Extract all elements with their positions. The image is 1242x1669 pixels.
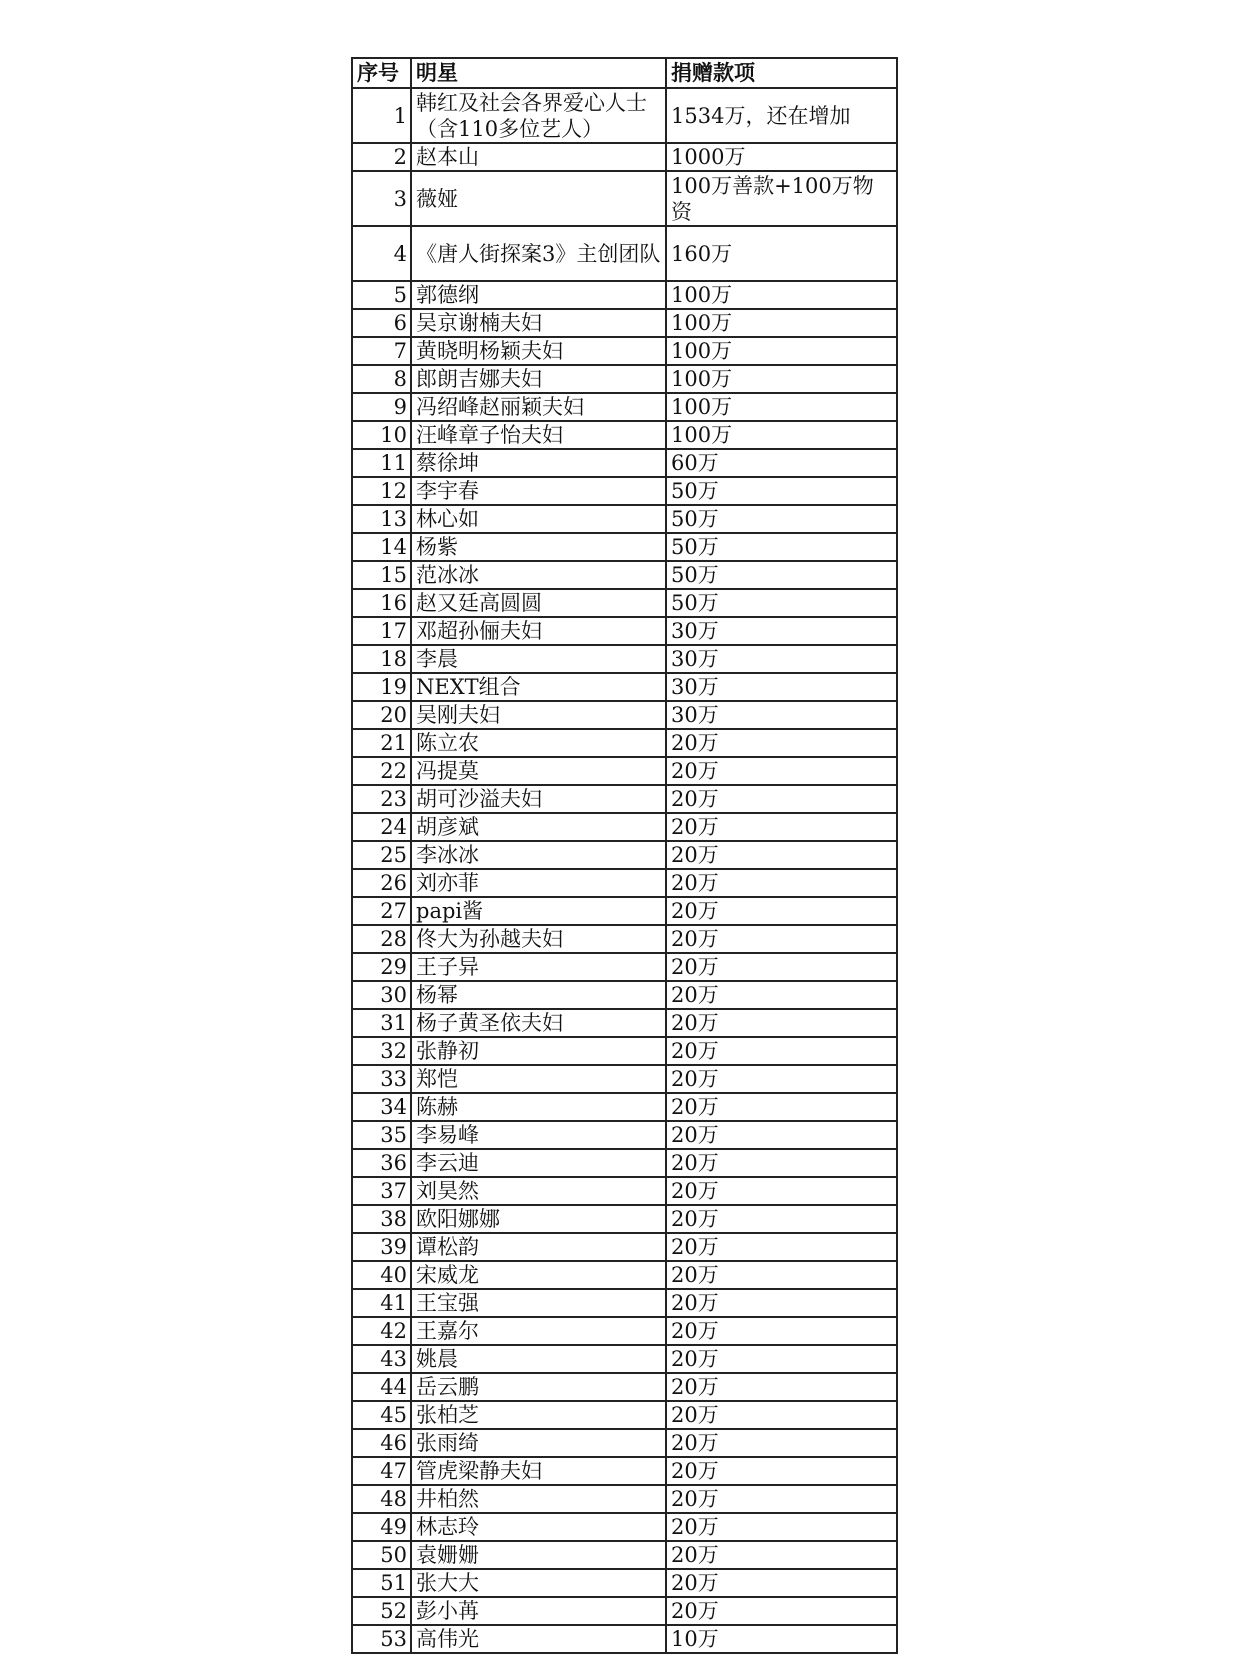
row-index-cell: 28 <box>352 925 411 953</box>
celebrity-cell: 井柏然 <box>411 1485 666 1513</box>
row-index-cell: 48 <box>352 1485 411 1513</box>
donation-cell: 10万 <box>666 1625 897 1653</box>
donation-cell: 20万 <box>666 1569 897 1597</box>
donation-cell: 20万 <box>666 1345 897 1373</box>
table-row <box>352 309 897 337</box>
row-index-cell: 41 <box>352 1289 411 1317</box>
celebrity-cell: 赵本山 <box>411 143 666 171</box>
row-index-cell: 6 <box>352 309 411 337</box>
celebrity-cell: 姚晨 <box>411 1345 666 1373</box>
celebrity-cell: 林心如 <box>411 505 666 533</box>
celebrity-cell: 郭德纲 <box>411 281 666 309</box>
row-index-cell: 13 <box>352 505 411 533</box>
celebrity-cell: 黄晓明杨颖夫妇 <box>411 337 666 365</box>
table-row <box>352 1205 897 1233</box>
row-index-cell: 26 <box>352 869 411 897</box>
table-row <box>352 1233 897 1261</box>
celebrity-cell: 邓超孙俪夫妇 <box>411 617 666 645</box>
celebrity-cell: 张大大 <box>411 1569 666 1597</box>
celebrity-cell: 杨子黄圣依夫妇 <box>411 1009 666 1037</box>
celebrity-cell: 高伟光 <box>411 1625 666 1653</box>
donation-cell: 160万 <box>666 226 897 281</box>
donation-cell: 20万 <box>666 1373 897 1401</box>
celebrity-cell: 郑恺 <box>411 1065 666 1093</box>
table-row <box>352 1513 897 1541</box>
celebrity-cell: 杨幂 <box>411 981 666 1009</box>
celebrity-cell: 郎朗吉娜夫妇 <box>411 365 666 393</box>
table-header-row <box>352 58 897 88</box>
donation-cell: 30万 <box>666 617 897 645</box>
row-index-cell: 38 <box>352 1205 411 1233</box>
celebrity-cell: 张雨绮 <box>411 1429 666 1457</box>
donation-cell: 20万 <box>666 1149 897 1177</box>
donation-cell: 20万 <box>666 953 897 981</box>
donation-cell: 20万 <box>666 785 897 813</box>
donation-cell: 100万 <box>666 337 897 365</box>
donation-cell: 20万 <box>666 925 897 953</box>
celebrity-cell: 韩红及社会各界爱心人士（含110多位艺人） <box>411 88 666 143</box>
row-index-cell: 12 <box>352 477 411 505</box>
celebrity-cell: 吴京谢楠夫妇 <box>411 309 666 337</box>
donation-cell: 20万 <box>666 1009 897 1037</box>
table-row <box>352 1401 897 1429</box>
table-row <box>352 1317 897 1345</box>
row-index-cell: 14 <box>352 533 411 561</box>
donation-cell: 20万 <box>666 1037 897 1065</box>
table-row <box>352 1037 897 1065</box>
donation-cell: 20万 <box>666 1485 897 1513</box>
donation-cell: 50万 <box>666 561 897 589</box>
table-row <box>352 1373 897 1401</box>
donation-cell: 20万 <box>666 897 897 925</box>
donation-cell: 100万 <box>666 365 897 393</box>
row-index-cell: 46 <box>352 1429 411 1457</box>
celebrity-cell: 冯绍峰赵丽颖夫妇 <box>411 393 666 421</box>
celebrity-cell: 吴刚夫妇 <box>411 701 666 729</box>
table-row <box>352 1485 897 1513</box>
row-index-cell: 44 <box>352 1373 411 1401</box>
table-row <box>352 505 897 533</box>
donation-cell: 20万 <box>666 1457 897 1485</box>
donation-cell: 20万 <box>666 1233 897 1261</box>
celebrity-cell: 张柏芝 <box>411 1401 666 1429</box>
table-row <box>352 729 897 757</box>
row-index-cell: 20 <box>352 701 411 729</box>
celebrity-cell: 《唐人街探案3》主创团队 <box>411 226 666 281</box>
row-index-cell: 2 <box>352 143 411 171</box>
donation-cell: 50万 <box>666 589 897 617</box>
celebrity-cell: 欧阳娜娜 <box>411 1205 666 1233</box>
row-index-cell: 36 <box>352 1149 411 1177</box>
donation-cell: 20万 <box>666 1093 897 1121</box>
donation-cell: 100万 <box>666 309 897 337</box>
celebrity-cell: 刘亦菲 <box>411 869 666 897</box>
donation-cell: 20万 <box>666 729 897 757</box>
table-row <box>352 1569 897 1597</box>
table-row <box>352 561 897 589</box>
column-header-celebrity: 明星 <box>411 58 666 88</box>
celebrity-cell: 胡彦斌 <box>411 813 666 841</box>
row-index-cell: 53 <box>352 1625 411 1653</box>
donation-cell: 1534万，还在增加 <box>666 88 897 143</box>
celebrity-cell: 张静初 <box>411 1037 666 1065</box>
table-row <box>352 617 897 645</box>
row-index-cell: 22 <box>352 757 411 785</box>
celebrity-cell: 汪峰章子怡夫妇 <box>411 421 666 449</box>
celebrity-cell: 胡可沙溢夫妇 <box>411 785 666 813</box>
row-index-cell: 39 <box>352 1233 411 1261</box>
row-index-cell: 23 <box>352 785 411 813</box>
table-row <box>352 477 897 505</box>
celebrity-cell: 王嘉尔 <box>411 1317 666 1345</box>
donation-cell: 20万 <box>666 757 897 785</box>
table-row <box>352 589 897 617</box>
row-index-cell: 10 <box>352 421 411 449</box>
celebrity-cell: 蔡徐坤 <box>411 449 666 477</box>
row-index-cell: 47 <box>352 1457 411 1485</box>
row-index-cell: 1 <box>352 88 411 143</box>
table-row <box>352 1429 897 1457</box>
row-index-cell: 32 <box>352 1037 411 1065</box>
celebrity-cell: 赵又廷高圆圆 <box>411 589 666 617</box>
celebrity-cell: 薇娅 <box>411 171 666 226</box>
table-row <box>352 841 897 869</box>
table-row <box>352 981 897 1009</box>
column-header-donation: 捐赠款项 <box>666 58 897 88</box>
donation-cell: 100万 <box>666 393 897 421</box>
row-index-cell: 40 <box>352 1261 411 1289</box>
table-row <box>352 785 897 813</box>
table-row <box>352 673 897 701</box>
table-row <box>352 143 897 171</box>
donation-cell: 100万 <box>666 421 897 449</box>
table-row <box>352 1065 897 1093</box>
donation-cell: 20万 <box>666 841 897 869</box>
row-index-cell: 9 <box>352 393 411 421</box>
celebrity-cell: 林志玲 <box>411 1513 666 1541</box>
row-index-cell: 42 <box>352 1317 411 1345</box>
table-row <box>352 813 897 841</box>
celebrity-cell: 范冰冰 <box>411 561 666 589</box>
table-row <box>352 1261 897 1289</box>
row-index-cell: 21 <box>352 729 411 757</box>
celebrity-cell: 佟大为孙越夫妇 <box>411 925 666 953</box>
row-index-cell: 19 <box>352 673 411 701</box>
donation-cell: 50万 <box>666 533 897 561</box>
celebrity-cell: 李晨 <box>411 645 666 673</box>
row-index-cell: 17 <box>352 617 411 645</box>
donation-cell: 20万 <box>666 1429 897 1457</box>
table-row <box>352 1121 897 1149</box>
row-index-cell: 3 <box>352 171 411 226</box>
donation-cell: 30万 <box>666 701 897 729</box>
table-row <box>352 337 897 365</box>
row-index-cell: 27 <box>352 897 411 925</box>
donation-cell: 20万 <box>666 1121 897 1149</box>
row-index-cell: 29 <box>352 953 411 981</box>
table-row <box>352 1289 897 1317</box>
row-index-cell: 37 <box>352 1177 411 1205</box>
celebrity-cell: 岳云鹏 <box>411 1373 666 1401</box>
donation-cell: 20万 <box>666 1289 897 1317</box>
row-index-cell: 33 <box>352 1065 411 1093</box>
donation-cell: 20万 <box>666 1205 897 1233</box>
column-header-index: 序号 <box>352 58 411 88</box>
row-index-cell: 11 <box>352 449 411 477</box>
table-row <box>352 88 897 143</box>
donation-cell: 20万 <box>666 1401 897 1429</box>
donation-cell: 20万 <box>666 813 897 841</box>
row-index-cell: 24 <box>352 813 411 841</box>
table-row <box>352 1009 897 1037</box>
table-row <box>352 365 897 393</box>
celebrity-cell: 宋威龙 <box>411 1261 666 1289</box>
donation-cell: 20万 <box>666 1065 897 1093</box>
table-row <box>352 1345 897 1373</box>
row-index-cell: 50 <box>352 1541 411 1569</box>
table-row <box>352 925 897 953</box>
table-row <box>352 1625 897 1653</box>
table-row <box>352 1149 897 1177</box>
row-index-cell: 51 <box>352 1569 411 1597</box>
donation-cell: 20万 <box>666 869 897 897</box>
donation-cell: 20万 <box>666 1541 897 1569</box>
donation-cell: 60万 <box>666 449 897 477</box>
celebrity-cell: 李冰冰 <box>411 841 666 869</box>
celebrity-cell: 陈立农 <box>411 729 666 757</box>
donation-cell: 100万 <box>666 281 897 309</box>
row-index-cell: 35 <box>352 1121 411 1149</box>
celebrity-cell: 王宝强 <box>411 1289 666 1317</box>
table-row <box>352 533 897 561</box>
table-row <box>352 1597 897 1625</box>
table-row <box>352 171 897 226</box>
table-row <box>352 1457 897 1485</box>
donation-cell: 50万 <box>666 477 897 505</box>
row-index-cell: 49 <box>352 1513 411 1541</box>
table-row <box>352 421 897 449</box>
row-index-cell: 16 <box>352 589 411 617</box>
table-body <box>352 88 897 1653</box>
table-row <box>352 897 897 925</box>
table-row <box>352 449 897 477</box>
row-index-cell: 18 <box>352 645 411 673</box>
celebrity-cell: 刘昊然 <box>411 1177 666 1205</box>
donation-cell: 1000万 <box>666 143 897 171</box>
celebrity-cell: 陈赫 <box>411 1093 666 1121</box>
row-index-cell: 4 <box>352 226 411 281</box>
donation-cell: 100万善款+100万物资 <box>666 171 897 226</box>
celebrity-cell: 管虎梁静夫妇 <box>411 1457 666 1485</box>
donation-cell: 30万 <box>666 645 897 673</box>
celebrity-cell: papi酱 <box>411 897 666 925</box>
table-row <box>352 393 897 421</box>
row-index-cell: 31 <box>352 1009 411 1037</box>
row-index-cell: 25 <box>352 841 411 869</box>
row-index-cell: 43 <box>352 1345 411 1373</box>
row-index-cell: 15 <box>352 561 411 589</box>
donation-cell: 20万 <box>666 1513 897 1541</box>
row-index-cell: 7 <box>352 337 411 365</box>
table-row <box>352 757 897 785</box>
celebrity-cell: 王子异 <box>411 953 666 981</box>
table-row <box>352 701 897 729</box>
celebrity-cell: 李宇春 <box>411 477 666 505</box>
table-row <box>352 645 897 673</box>
table-row <box>352 869 897 897</box>
table-row <box>352 281 897 309</box>
row-index-cell: 5 <box>352 281 411 309</box>
donation-cell: 20万 <box>666 1317 897 1345</box>
table-row <box>352 226 897 281</box>
donation-table <box>351 57 898 1654</box>
table-row <box>352 1093 897 1121</box>
donation-cell: 20万 <box>666 1597 897 1625</box>
celebrity-cell: 李云迪 <box>411 1149 666 1177</box>
row-index-cell: 45 <box>352 1401 411 1429</box>
table-row <box>352 1177 897 1205</box>
table-row <box>352 1541 897 1569</box>
table-row <box>352 953 897 981</box>
celebrity-cell: 冯提莫 <box>411 757 666 785</box>
celebrity-cell: 谭松韵 <box>411 1233 666 1261</box>
donation-cell: 20万 <box>666 1261 897 1289</box>
row-index-cell: 34 <box>352 1093 411 1121</box>
celebrity-cell: 彭小苒 <box>411 1597 666 1625</box>
row-index-cell: 52 <box>352 1597 411 1625</box>
celebrity-cell: NEXT组合 <box>411 673 666 701</box>
donation-cell: 30万 <box>666 673 897 701</box>
row-index-cell: 30 <box>352 981 411 1009</box>
celebrity-cell: 李易峰 <box>411 1121 666 1149</box>
donation-cell: 20万 <box>666 1177 897 1205</box>
donation-cell: 50万 <box>666 505 897 533</box>
row-index-cell: 8 <box>352 365 411 393</box>
celebrity-cell: 杨紫 <box>411 533 666 561</box>
celebrity-cell: 袁姗姗 <box>411 1541 666 1569</box>
donation-cell: 20万 <box>666 981 897 1009</box>
